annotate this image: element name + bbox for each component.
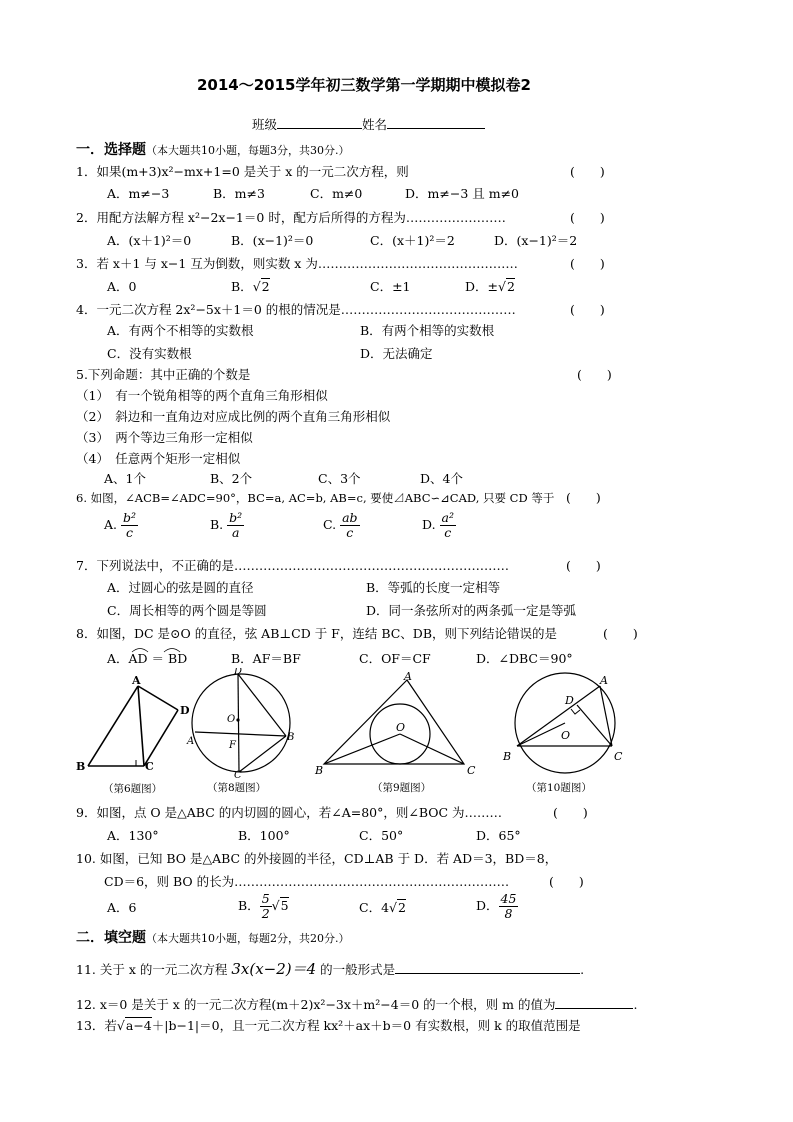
- q5-opt-d: D、4个: [420, 471, 463, 486]
- q7-opt-d: D．同一条弦所对的两条弧一定是等弧: [366, 603, 577, 618]
- q3-opt-d: D．±√2: [465, 279, 515, 294]
- q9-opt-c: C．50°: [359, 828, 404, 843]
- q8-stem: 8．如图，DC 是⊙O 的直径，弦 AB⊥CD 于 F，连结 BC、DB，则下列结论错误的是: [76, 626, 558, 641]
- q5-item-2: （2） 斜边和一直角边对应成比例的两个直角三角形相似: [76, 409, 391, 424]
- q8-opt-d: D．∠DBC＝90°: [476, 651, 573, 666]
- q4-stem: 4．一元二次方程 2x²−5x＋1＝0 的根的情况是……………………………………: [76, 302, 516, 317]
- q12: [76, 995, 637, 1013]
- q11-end: .: [580, 962, 585, 977]
- q6-opt-a-fraction: [121, 511, 138, 540]
- q13: 13．若√a−4＋|b−1|＝0，且一元二次方程 kx²＋ax＋b＝0 有实数根，则 k 的取值范围是: [76, 1018, 581, 1033]
- q10-opt-a: A．6: [107, 900, 137, 915]
- fig9-label-o: O: [396, 721, 406, 734]
- q8-answer-paren[interactable]: ( ): [603, 626, 638, 641]
- q7-opt-b: B．等弧的长度一定相等: [366, 580, 501, 595]
- q3-stem: 3．若 x＋1 与 x−1 互为倒数，则实数 x 为…………………………………………: [76, 256, 518, 271]
- q3-opt-b: B．√2: [231, 279, 270, 294]
- q9-answer-paren[interactable]: ( ): [553, 805, 588, 820]
- q10-opt-b-radicand: 5: [280, 898, 289, 913]
- fig8-label-f: F: [229, 740, 236, 751]
- fig10-caption: （第10题图）: [526, 782, 592, 794]
- q7-stem: 7．下列说法中，不正确的是…………………………………………………………: [76, 558, 509, 573]
- q9-stem: 9．如图，点 O 是△ABC 的内切圆的圆心，若∠A=80°，则∠BOC 为………: [76, 805, 503, 820]
- q6-opt-b-den: a: [231, 525, 240, 540]
- fig9-label-c: C: [467, 764, 476, 777]
- q4-opt-d: D．无法确定: [360, 346, 433, 361]
- q7-opt-a: A．过圆心的弦是圆的直径: [107, 580, 254, 595]
- q8-opt-a: A．AD ＝ BD: [107, 651, 188, 666]
- q10-opt-b-fraction: [260, 892, 272, 921]
- q5-item-3: （3） 两个等边三角形一定相似: [76, 430, 253, 445]
- q10-opt-d: [476, 892, 518, 921]
- fig8-caption: （第8题图）: [207, 782, 267, 794]
- fig10-label-o: O: [561, 729, 571, 742]
- q4-opt-a: A．有两个不相等的实数根: [107, 323, 254, 338]
- q10-stem-line1: 10. 如图，已知 BO 是△ABC 的外接圆的半径，CD⊥AB 于 D．若 AD＝3，BD＝8，: [76, 851, 558, 866]
- fig8-label-b: B: [287, 732, 295, 743]
- q6-stem: 6. 如图，∠ACB=∠ADC=90°，BC=a, AC=b, AB=c, 要使⊿ABC∽⊿CAD, 只要 CD 等于: [76, 491, 555, 505]
- q1-stem: 1．如果(m+3)x²−mx+1=0 是关于 x 的一元二次方程，则: [76, 164, 409, 179]
- class-blank[interactable]: [277, 115, 362, 129]
- q11: [76, 960, 584, 978]
- q13-radicand: a−4: [125, 1018, 152, 1033]
- q10-opt-d-fraction: [499, 892, 519, 921]
- q6-opt-d-fraction: [440, 511, 456, 540]
- q6-answer-paren[interactable]: ( ): [566, 490, 601, 505]
- q2-opt-a: A．(x＋1)²＝0: [107, 233, 192, 248]
- q1-opt-a: A．m≠−3: [107, 186, 170, 201]
- q8-arc-marks: [130, 645, 210, 653]
- q13-stem-b: ＋|b−1|＝0，且一元二次方程 kx²＋ax＋b＝0 有实数根，则 k 的取值范围是: [151, 1018, 581, 1033]
- q10-opt-b-num: 5: [261, 891, 270, 906]
- figure-6: [72, 672, 195, 777]
- q3-opt-d-label: D．±: [465, 279, 498, 294]
- q10-opt-b-label: B．: [238, 898, 260, 913]
- q7-answer-paren[interactable]: ( ): [566, 558, 601, 573]
- q6-opt-a: [104, 511, 138, 540]
- fig10-label-a: A: [600, 674, 608, 687]
- q8-opt-c: C．OF＝CF: [359, 651, 431, 666]
- q6-opt-b: [210, 511, 244, 540]
- q6-opt-d-den: c: [444, 525, 452, 540]
- fig6-label-c: C: [145, 760, 154, 773]
- q6-opt-c-fraction: [340, 511, 359, 540]
- fig10-label-d: D: [565, 694, 574, 707]
- q3-opt-b-radicand: 2: [261, 279, 270, 294]
- q11-tail: 的一般形式是: [320, 962, 396, 977]
- q6-opt-c-den: c: [346, 525, 354, 540]
- name-label: 姓名: [362, 117, 388, 132]
- q1-opt-d: D．m≠−3 且 m≠0: [405, 186, 520, 201]
- q4-opt-c: C．没有实数根: [107, 346, 192, 361]
- q11-expr: 3x(x−2)＝4: [231, 960, 317, 978]
- class-name-line: [252, 115, 485, 133]
- q13-stem-a: 13．若: [76, 1018, 117, 1033]
- q10-opt-b: B． $\frac{5}{2}$ √5: [238, 891, 289, 921]
- name-blank[interactable]: [387, 115, 485, 129]
- q1-opt-c: C．m≠0: [310, 186, 363, 201]
- q6-opt-b-label: B.: [210, 517, 224, 532]
- q2-opt-d: D．(x−1)²＝2: [494, 233, 578, 248]
- section2-title: 二．填空题: [76, 930, 146, 946]
- q6-opt-c-label: C.: [323, 517, 337, 532]
- section2-note: （本大题共10小题，每题2分，共20分.）: [146, 932, 350, 945]
- q2-stem: 2．用配方法解方程 x²−2x−1＝0 时，配方后所得的方程为……………………: [76, 210, 506, 225]
- class-label: 班级: [252, 117, 278, 132]
- figure-9: [312, 668, 487, 778]
- q6-opt-c-num: ab: [342, 510, 358, 525]
- q3-opt-b-label: B．: [231, 279, 253, 294]
- q9-opt-a: A．130°: [107, 828, 159, 843]
- fig8-label-a: A: [187, 736, 195, 747]
- q10-opt-d-den: 8: [504, 906, 513, 921]
- fig6-caption: （第6题图）: [103, 783, 163, 795]
- q5-opt-a: A、1个: [104, 471, 146, 486]
- page-title: 2014～2015学年初三数学第一学期期中模拟卷2: [197, 76, 531, 94]
- q4-answer-paren[interactable]: ( ): [570, 302, 605, 317]
- q1-opt-b: B．m≠3: [213, 186, 265, 201]
- q3-answer-paren[interactable]: ( ): [570, 256, 605, 271]
- figure-8: [186, 668, 296, 778]
- q3-opt-a: A．0: [107, 279, 137, 294]
- fig9-label-a: A: [404, 670, 412, 683]
- q10-opt-c: C．4√2: [359, 900, 406, 915]
- q10-opt-d-num: 45: [500, 891, 517, 906]
- q6-opt-d: [422, 511, 456, 540]
- q5-opt-b: B、2个: [210, 471, 253, 486]
- q3-opt-d-radicand: 2: [506, 279, 515, 294]
- q6-opt-c: [323, 511, 360, 540]
- q9-opt-b: B．100°: [238, 828, 290, 843]
- section1-title: 一．选择题: [76, 142, 146, 158]
- fig9-label-b: B: [315, 764, 324, 777]
- q6-opt-a-label: A.: [104, 517, 118, 532]
- fig6-label-a: A: [132, 674, 141, 687]
- q12-answer-blank[interactable]: [555, 995, 633, 1009]
- q2-opt-c: C．(x＋1)²＝2: [370, 233, 455, 248]
- q10-opt-d-label: D．: [476, 898, 499, 913]
- section1-note: （本大题共10小题，每题3分，共30分.）: [146, 144, 350, 157]
- fig10-label-c: C: [614, 750, 623, 763]
- q11-stem: 11. 关于 x 的一元二次方程: [76, 962, 228, 977]
- fig10-label-b: B: [503, 750, 512, 763]
- q5-item-1: （1） 有一个锐角相等的两个直角三角形相似: [76, 388, 328, 403]
- q12-stem: 12. x＝0 是关于 x 的一元二次方程(m＋2)x²−3x＋m²−4＝0 的一个根，则 m 的值为: [76, 997, 556, 1012]
- q7-opt-c: C．周长相等的两个圆是等圆: [107, 603, 267, 618]
- fig9-caption: （第9题图）: [372, 782, 432, 794]
- q6-opt-b-num: b²: [229, 510, 243, 525]
- q9-opt-d: D．65°: [476, 828, 521, 843]
- q6-opt-a-num: b²: [123, 510, 137, 525]
- section1-heading: [76, 142, 350, 159]
- fig8-label-d: D: [234, 668, 243, 677]
- q2-opt-b: B．(x−1)²＝0: [231, 233, 314, 248]
- section2-heading: [76, 930, 350, 947]
- q12-end: .: [633, 997, 638, 1012]
- q10-opt-b-den: 2: [261, 906, 270, 921]
- figure-10: [500, 668, 635, 778]
- fig6-label-b: B: [76, 760, 86, 773]
- q6-opt-d-label: D.: [422, 517, 436, 532]
- q8-opt-b: B．AF＝BF: [231, 651, 301, 666]
- fig8-label-o: O: [227, 714, 236, 725]
- q1-answer-paren[interactable]: ( ): [570, 164, 605, 179]
- q4-opt-b: B．有两个相等的实数根: [360, 323, 495, 338]
- q3-opt-c: C．±1: [370, 279, 411, 294]
- q5-stem: 5.下列命题：其中正确的个数是: [76, 367, 251, 382]
- q10-stem-line2: CD＝6，则 BO 的长为…………………………………………………………: [104, 874, 510, 889]
- q10-opt-c-label: C．4: [359, 900, 390, 915]
- q11-answer-blank[interactable]: [395, 960, 580, 974]
- q5-opt-c: C、3个: [318, 471, 361, 486]
- fig8-label-c: C: [234, 770, 242, 778]
- q10-answer-paren[interactable]: ( ): [549, 874, 584, 889]
- fig6-label-d: D: [180, 704, 190, 717]
- q10-opt-c-radicand: 2: [398, 900, 406, 915]
- q6-opt-d-num: a²: [441, 510, 455, 525]
- q5-item-4: （4） 任意两个矩形一定相似: [76, 451, 241, 466]
- q6-opt-b-fraction: [227, 511, 244, 540]
- q2-answer-paren[interactable]: ( ): [570, 210, 605, 225]
- q5-answer-paren[interactable]: ( ): [577, 367, 612, 382]
- q6-opt-a-den: c: [126, 525, 134, 540]
